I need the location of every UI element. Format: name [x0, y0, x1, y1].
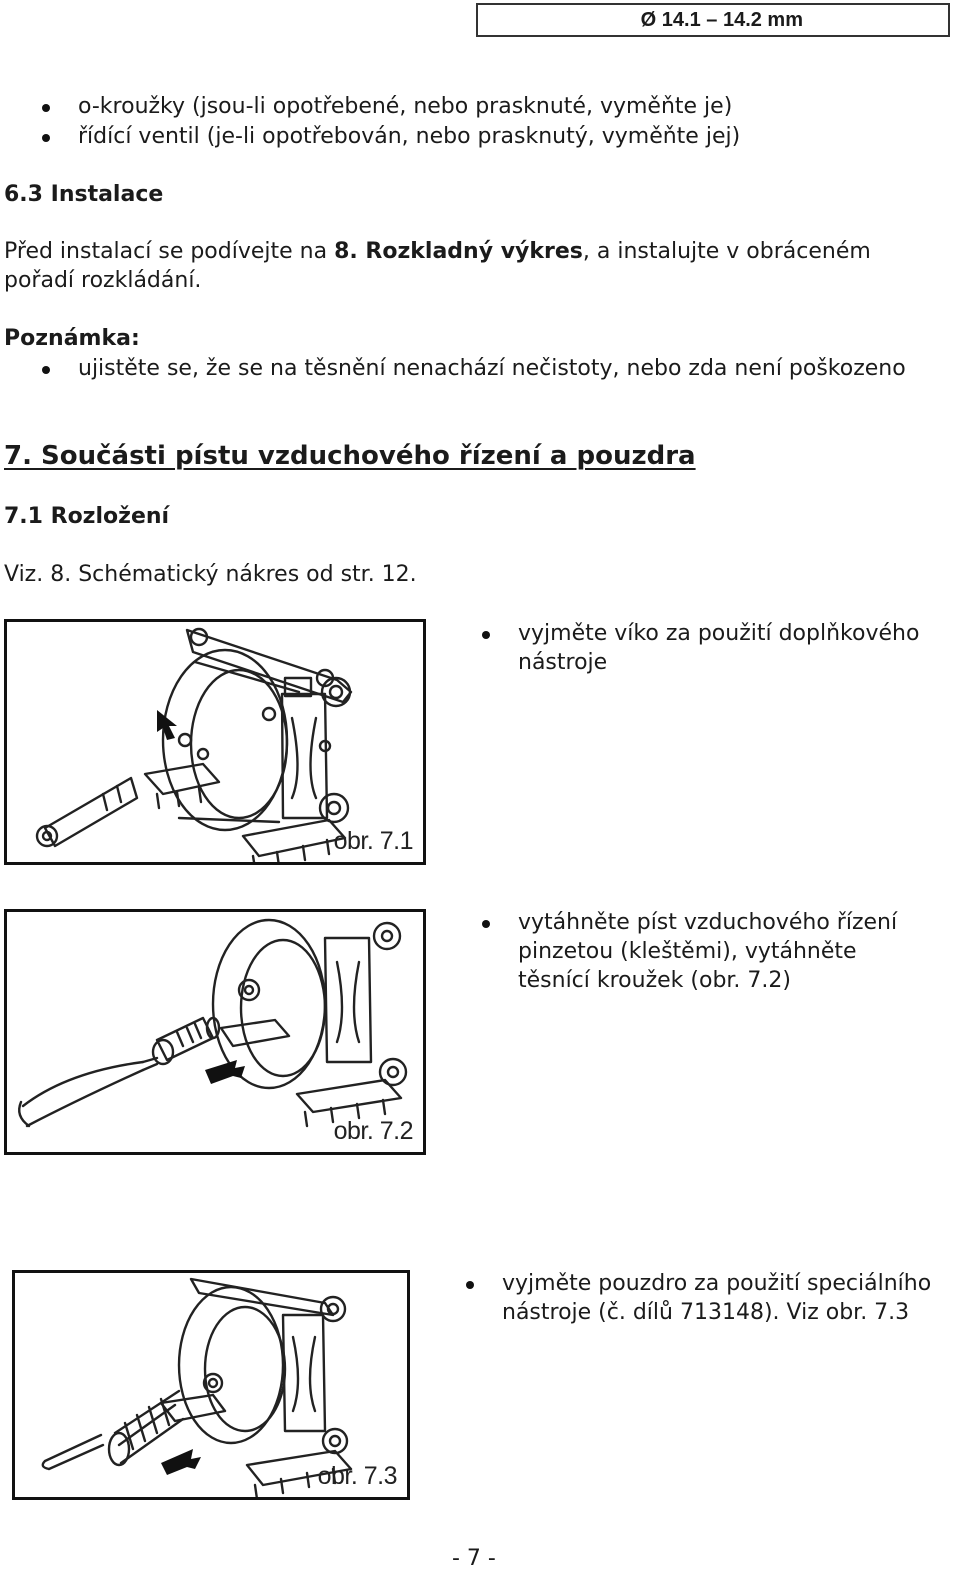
- figure-7-1-text-line2: nástroje: [518, 650, 608, 675]
- figure-7-3-caption: obr. 7.3: [317, 1462, 397, 1490]
- inspection-item-valve: řídící ventil (je-li opotřebován, nebo prasknutý, vyměňte jej): [78, 124, 741, 149]
- figure-7-1-caption: obr. 7.1: [333, 827, 413, 855]
- exploded-drawing-ref: 8. Rozkladný výkres: [334, 239, 583, 264]
- inspection-item-orings: o-kroužky (jsou-li opotřebené, nebo prasknuté, vyměňte je): [78, 94, 733, 119]
- note-label: Poznámka:: [4, 326, 140, 351]
- diameter-header-box: [476, 3, 950, 37]
- install-intro-after: , a instalujte v obráceném: [582, 239, 871, 264]
- figure-7-3-text-line1: vyjměte pouzdro za použití speciálního: [502, 1271, 932, 1296]
- schematic-reference: Viz. 8. Schématický nákres od str. 12.: [4, 562, 417, 587]
- section-7-1-heading: 7.1 Rozložení: [4, 504, 170, 529]
- bullet-icon: [42, 134, 50, 142]
- figure-7-2-text-line3: těsnící kroužek (obr. 7.2): [518, 968, 791, 993]
- install-intro-before: Před instalací se podívejte na: [4, 239, 335, 264]
- section-6-3-heading: 6.3 Instalace: [4, 182, 164, 207]
- install-intro-line2: pořadí rozkládání.: [4, 268, 202, 293]
- bullet-icon: [42, 104, 50, 112]
- bullet-icon: [466, 1281, 474, 1289]
- figure-7-2: [4, 909, 426, 1155]
- bullet-icon: [482, 920, 490, 928]
- install-intro-line1: [4, 238, 871, 266]
- figure-7-3: [12, 1270, 410, 1500]
- figure-7-2-text-line1: vytáhněte píst vzduchového řízení: [518, 910, 898, 935]
- figure-7-2-caption: obr. 7.2: [333, 1117, 413, 1145]
- diameter-label: Ø 14.1 – 14.2 mm: [640, 8, 803, 31]
- section-7-heading: 7. Součásti pístu vzduchového řízení a pouzdra: [4, 441, 696, 471]
- bullet-icon: [482, 631, 490, 639]
- figure-7-3-text-line2: nástroje (č. dílů 713148). Viz obr. 7.3: [502, 1300, 910, 1325]
- page-number: - 7 -: [452, 1546, 496, 1571]
- bullet-icon: [42, 366, 50, 374]
- figure-7-2-text-line2: pinzetou (kleštěmi), vytáhněte: [518, 939, 857, 964]
- figure-7-1-text-line1: vyjměte víko za použití doplňkového: [518, 621, 920, 646]
- figure-7-1: [4, 619, 426, 865]
- note-item: ujistěte se, že se na těsnění nenachází nečistoty, nebo zda není poškozeno: [78, 356, 906, 381]
